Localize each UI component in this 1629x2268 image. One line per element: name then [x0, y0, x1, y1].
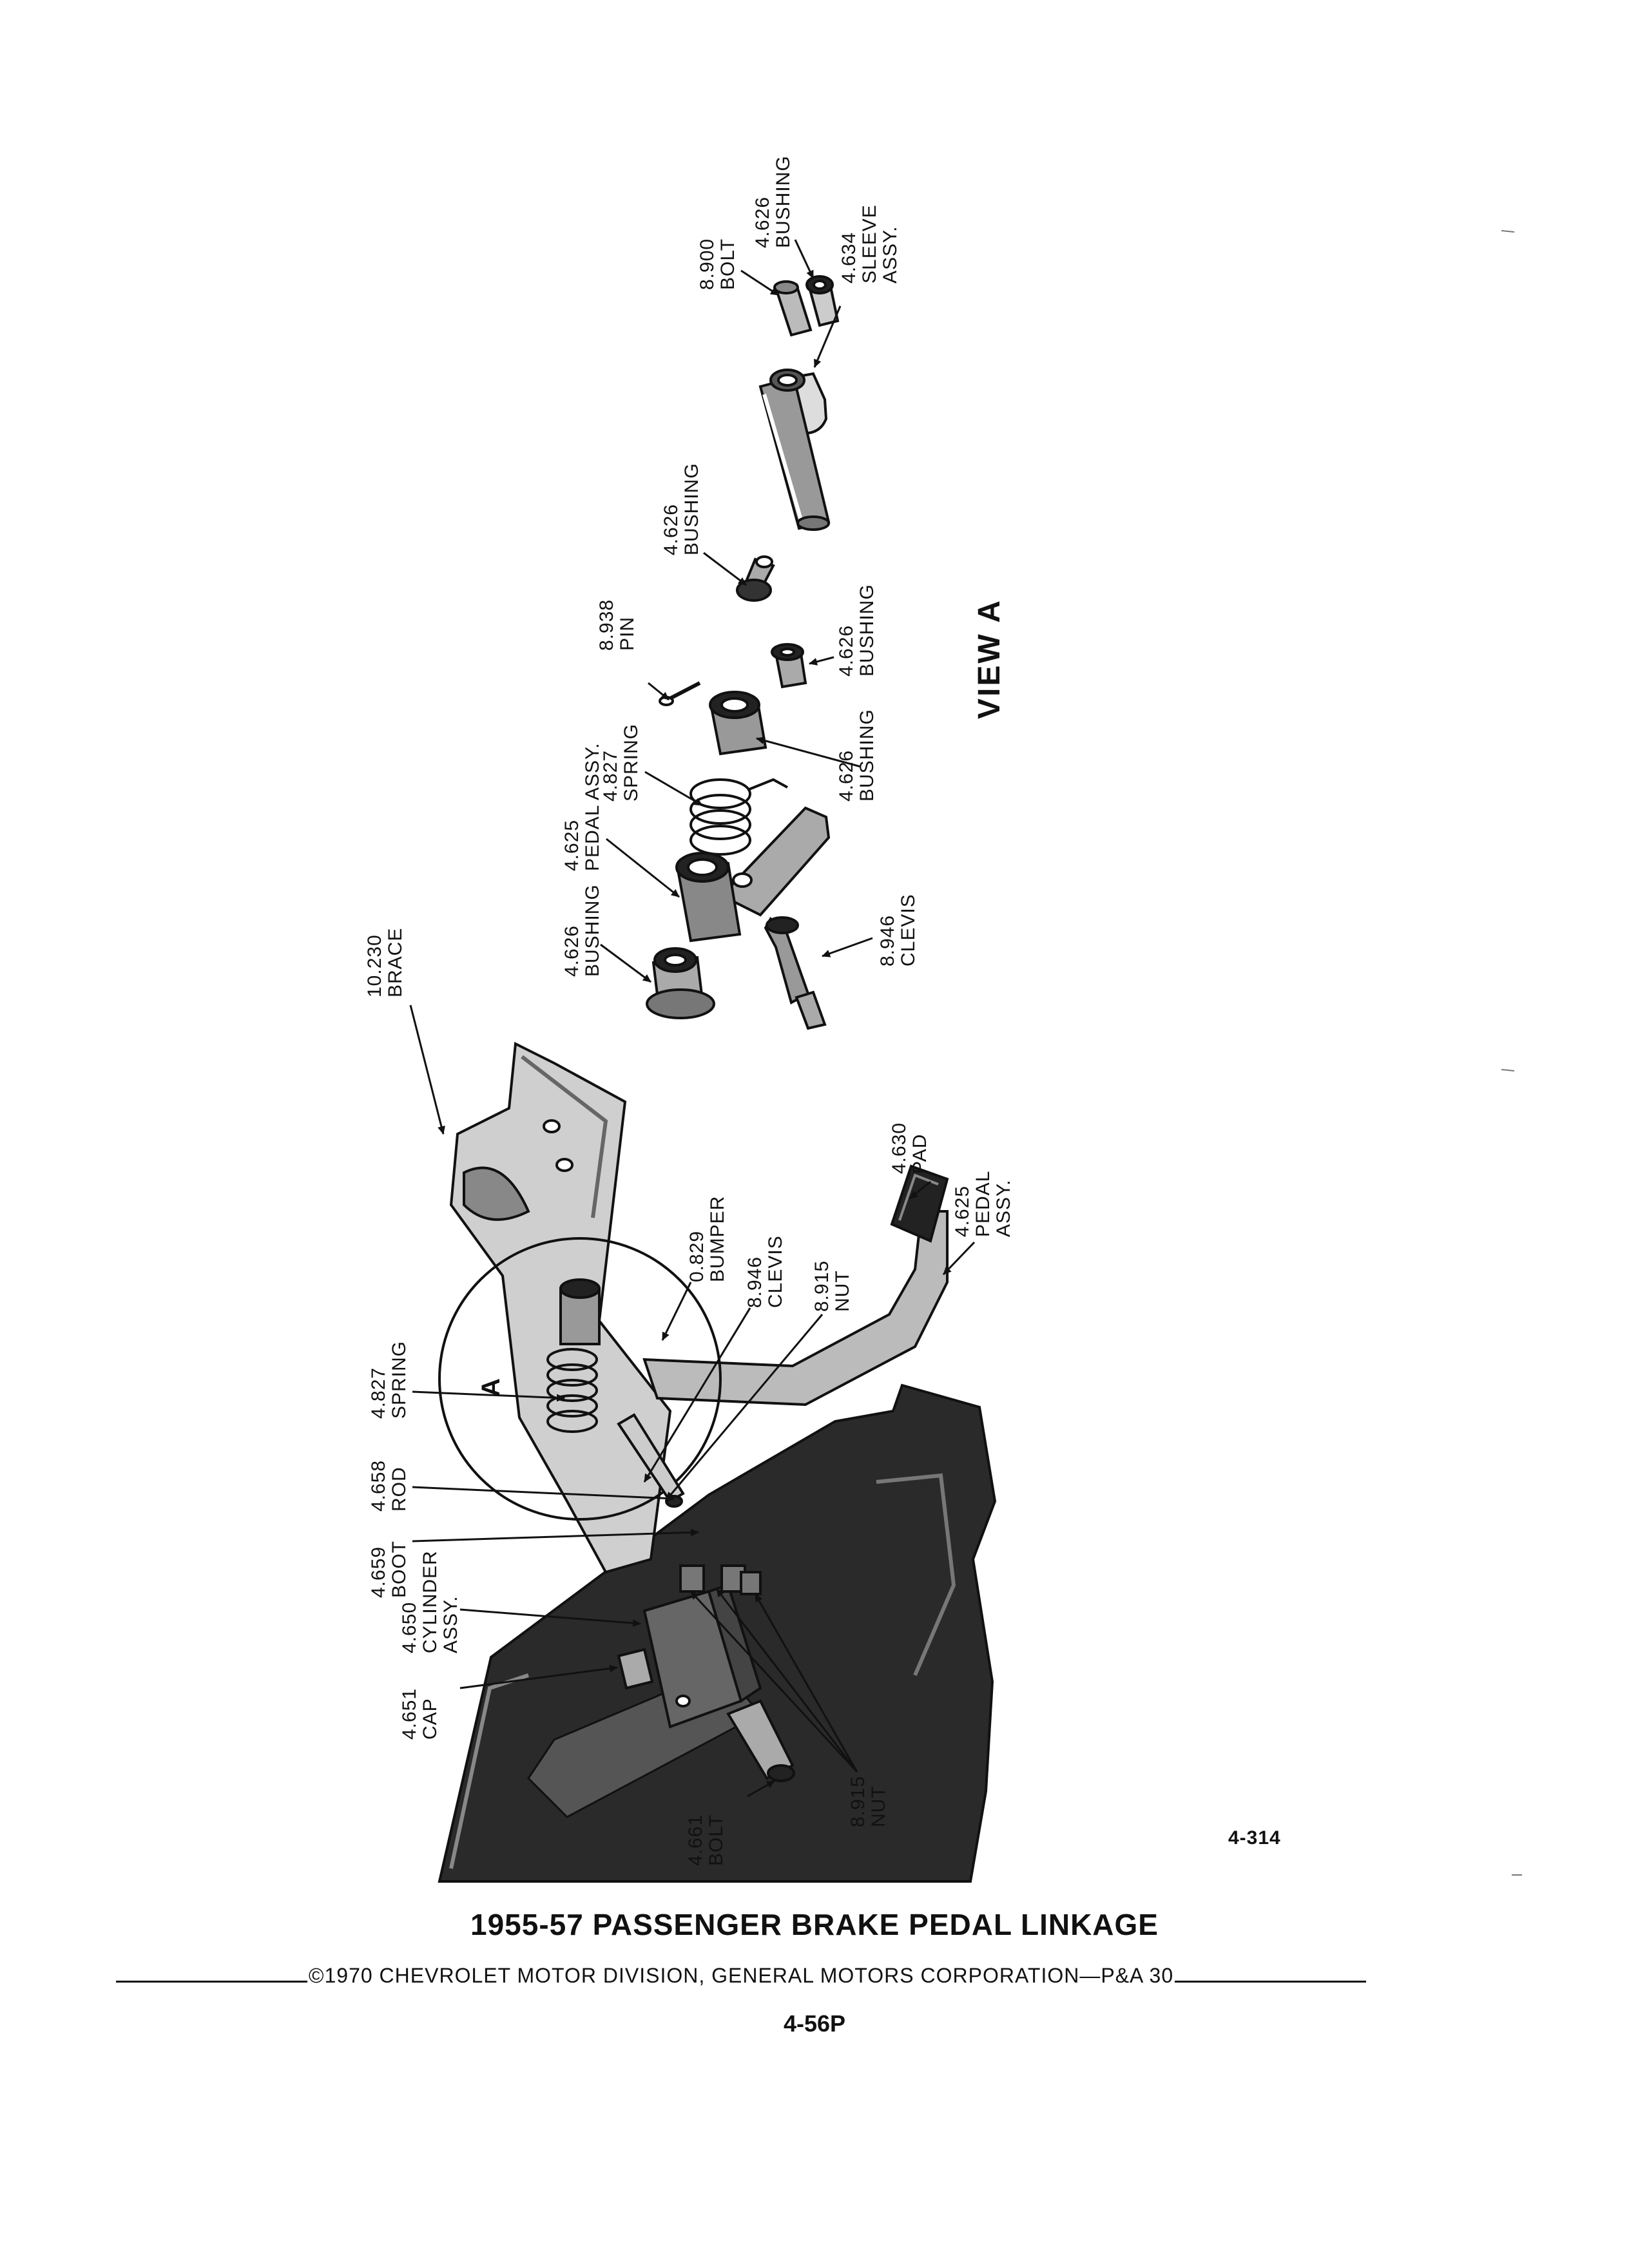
rule-left — [116, 1981, 307, 1983]
callout-pad: 4.630 PAD — [889, 1122, 930, 1174]
rule-right — [1175, 1981, 1366, 1983]
callout-bushing-r2: 4.626 BUSHING — [836, 709, 878, 802]
bushing-top-part — [807, 276, 838, 325]
view-a-label: VIEW A — [972, 599, 1007, 719]
callout-cylinder: 4.650 CYLINDER ASSY. — [399, 1550, 461, 1653]
sleeve-assy-part — [760, 370, 829, 530]
callout-bolt-4661: 4.661 BOLT — [685, 1814, 727, 1866]
callout-spring-va: 4.827 SPRING — [600, 723, 642, 802]
figure-number: 4-314 — [1228, 1827, 1281, 1849]
view-a-exploded-parts — [647, 276, 838, 1028]
page-number: 4-56P — [783, 2010, 846, 2037]
callout-pin: 8.938 PIN — [596, 599, 638, 651]
callout-clevis: 8.946 CLEVIS — [744, 1235, 786, 1308]
callout-boot: 4.659 BOOT — [368, 1540, 410, 1598]
clevis-va-part — [766, 918, 825, 1028]
callout-clevis-va: 8.946 CLEVIS — [877, 894, 919, 966]
callout-bushing-left: 4.626 BUSHING — [561, 884, 603, 977]
pedal-va-part — [677, 808, 829, 941]
bolt-8900-part — [775, 282, 811, 335]
callout-bumper: 0.829 BUMPER — [686, 1195, 728, 1282]
copyright-text: ©1970 CHEVROLET MOTOR DIVISION, GENERAL MOTORS CORPORATION—P&A 30 — [308, 1963, 1174, 1987]
page-title: 1955-57 PASSENGER BRAKE PEDAL LINKAGE — [470, 1908, 1159, 1941]
callout-bushing-mid: 4.626 BUSHING — [660, 463, 702, 555]
callout-bushing-top: 4.626 BUSHING — [752, 155, 794, 248]
pin-part — [660, 683, 700, 705]
callout-pedal-va: 4.625 PEDAL ASSY. — [561, 742, 603, 871]
cap-part — [619, 1649, 652, 1688]
callout-nut-lower: 8.915 NUT — [847, 1775, 889, 1827]
callout-rod: 4.658 ROD — [368, 1459, 410, 1512]
callout-nut-upper: 8.915 NUT — [811, 1260, 853, 1312]
callout-bolt-8900: 8.900 BOLT — [697, 238, 738, 290]
callout-pedal: 4.625 PEDAL ASSY. — [952, 1170, 1014, 1237]
bushing-left-part — [647, 948, 714, 1018]
bushing-r1-part — [772, 644, 805, 687]
callout-bushing-r1: 4.626 BUSHING — [836, 584, 878, 677]
bushing-mid-part — [737, 557, 773, 601]
detail-marker-a: A — [477, 1378, 505, 1397]
bushing-r2-part — [710, 692, 766, 754]
callout-sleeve-assy: 4.634 SLEEVE ASSY. — [838, 204, 901, 284]
callout-cap: 4.651 CAP — [399, 1687, 441, 1740]
callout-brace: 10.230 BRACE — [364, 927, 406, 997]
callout-spring: 4.827 SPRING — [368, 1340, 410, 1419]
copyright-line — [116, 1963, 1366, 1988]
